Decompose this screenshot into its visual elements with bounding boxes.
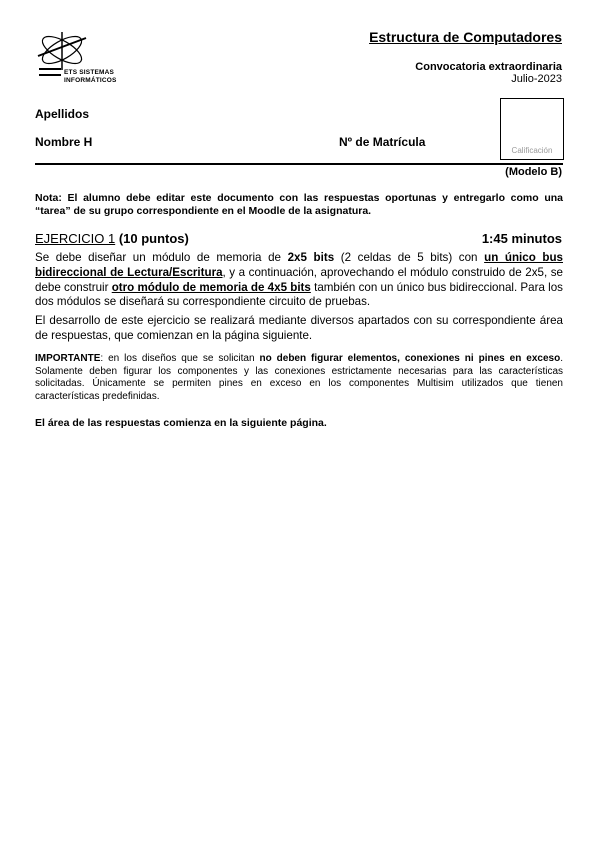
answers-start-note: El área de las respuestas comienza en la siguiente página. (35, 417, 327, 429)
grade-label: Calificación (511, 146, 553, 155)
exam-date: Julio-2023 (511, 73, 562, 85)
logo-text: ETS SISTEMAS INFORMÁTICOS (64, 69, 117, 84)
surname-label: Apellidos (35, 107, 90, 121)
student-id-label: Nº de Matrícula (339, 135, 426, 149)
exercise-time: 1:45 minutos (481, 231, 562, 246)
important-note: IMPORTANTE: en los diseños que se solicitan no deben figurar elementos, conexiones ni pines en exceso. Solamente deben figurar los componentes y las conexiones estrictamente necesarias para las características solicitadas. Únicamente se permiten pines en exceso en los componentes Multisim utilizados que tienen características predefinidas. (35, 353, 563, 402)
exercise-title (35, 231, 189, 246)
model-label: (Modelo B) (505, 166, 562, 178)
exercise-paragraph-2: El desarrollo de este ejercicio se realizará mediante diversos apartados con su correspondiente área de respuestas, que comienzan en la página siguiente. (35, 314, 563, 342)
exam-session: Convocatoria extraordinaria (415, 61, 562, 73)
note: Nota: El alumno debe editar este documento con las respuestas oportunas y entregarlo como una “tarea” de su grupo correspondiente en el Moodle de la asignatura. (35, 192, 563, 217)
course-title: Estructura de Computadores (369, 29, 562, 45)
exercise-points: (10 puntos) (118, 231, 189, 246)
name-label: Nombre H (35, 135, 93, 149)
exercise-paragraph-1: Se debe diseñar un módulo de memoria de 2x5 bits (2 celdas de 5 bits) con un único bus bidireccional de Lectura/Escritura, y a continuación, aprovechando el módulo construido de 2x5, se debe construir otro módulo de memoria de 4x5 bits también con un único bus bidireccional. Para los dos módulos se diseñará su correspondiente circuito de pruebas. (35, 251, 563, 309)
header-divider (35, 163, 563, 165)
grade-box[interactable] (500, 98, 564, 160)
exercise-name: EJERCICIO 1 (35, 231, 116, 246)
